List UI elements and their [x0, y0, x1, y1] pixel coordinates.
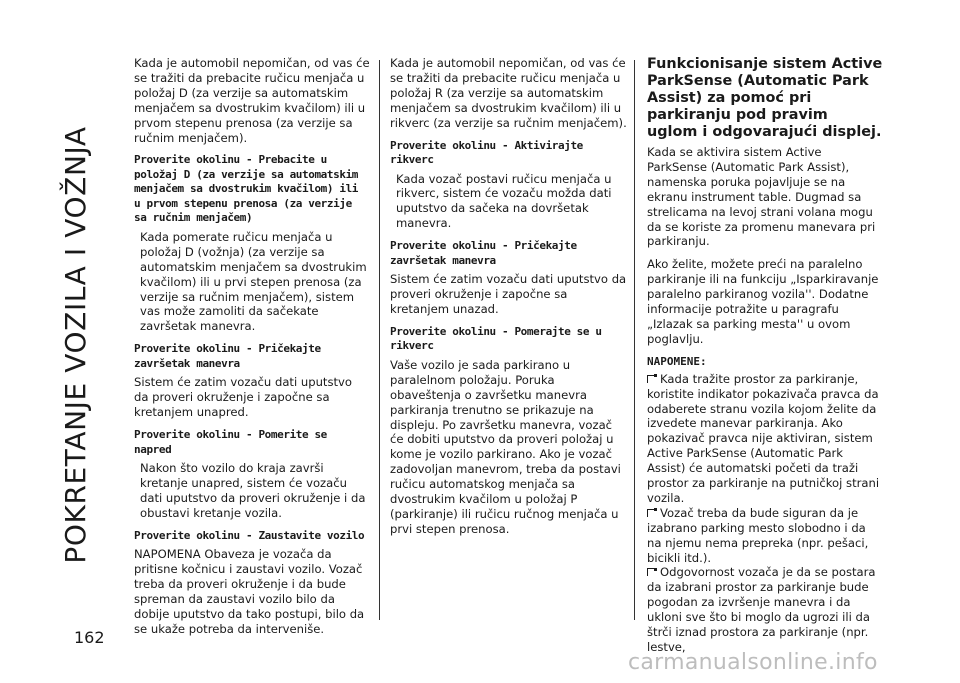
paragraph: Kada je automobil nepomičan, od vas će se tražiti da prebacite ručicu menjača u položaj R (za verzije sa automatskim menjačem sa dvostrukim kvačilom) ili u rikverc (za verzije sa ručnim menjačem).	[390, 56, 627, 130]
note-paragraph: NAPOMENA Obaveza je vozača da pritisne kočnicu i zaustavi vozilo. Vozač treba da proveri okruženje i da bude spreman da zaustavi vozilo bilo da dobije uputstvo da tako postupi, bilo da se ukaže potreba da interveniše.	[134, 547, 365, 636]
section-heading: Proverite okolinu - Zaustavite vozilo	[134, 528, 365, 542]
text-column-2	[390, 56, 628, 545]
page-number: 162	[74, 628, 105, 647]
section-heading: Proverite okolinu - Pomerajte se u rikverc	[390, 324, 602, 353]
note-text: Kada tražite prostor za parkiranje, koristite indikator pokazivača pravca da odaberete stranu vozila kojom želite da izvedete manevar parkiranja. Ako pokazivač pravca nije aktiviran, sistem Active ParkSense (Automatic Park Assist) će automatski početi da traži prostor za parkiranje na putničkoj strani vozila.	[647, 371, 880, 505]
chapter-title: POKRETANJE VOZILA I VOŽNJA	[59, 126, 92, 564]
section-heading: Proverite okolinu - Pomerite se napred	[134, 428, 327, 456]
bullet-icon	[647, 509, 656, 517]
text-column-1	[134, 56, 370, 645]
note-text: Vozač treba da bude siguran da je izabrano parking mesto slobodno i da na njemu nema prepreka (npr. pešaci, bicikli itd.).	[647, 505, 869, 565]
paragraph: Kada vozač postavi ručicu menjača u rikverc, sistem će vozaču možda dati uputstvo da sačeka na dovršetak manevra.	[396, 171, 612, 231]
notes-label: NAPOMENE:	[647, 354, 707, 368]
paragraph: Kada pomerate ručicu menjača u položaj D (vožnja) (za verzije sa automatskim menjačem sa dvostrukim kvačilom) ili u prvi stepen prenosa (za verzije sa ručnim menjačem), sistem vas može zamoliti da sačekate završetak manevra.	[140, 229, 367, 334]
note-item	[647, 565, 883, 654]
paragraph: Nakon što vozilo do kraja završi kretanje unapred, sistem će vozaču dati uputstvo da proveri okruženje i da obustavi kretanje vozila.	[140, 461, 366, 520]
column-divider	[634, 60, 635, 620]
bullet-icon	[647, 375, 656, 383]
paragraph: Vaše vozilo je sada parkirano u paralelnom položaju. Poruka obaveštenja o završetku manevra parkiranja trenutno se prikazuje na displeju. Po završetku manevra, vozač će dobiti uputstvo da proveri položaj u kome je vozilo parkirano. Ako je vozač zadovoljan manevrom, treba da postavi ručicu automatskog menjača sa dvostrukim kvačilom u položaj P (parkiranje) ili ručicu ručnog menjača u prvi stepen prenosa.	[390, 357, 621, 536]
paragraph: Kada je automobil nepomičan, od vas će se tražiti da prebacite ručicu menjača u položaj D (za verzije sa automatskim menjačem sa dvostrukim kvačilom) ili u prvom stepenu prenosa (za verzije sa ručnim menjačem).	[134, 56, 370, 145]
section-heading: Proverite okolinu - Aktivirajte rikverc	[390, 138, 583, 167]
watermark: carmanualsonline.info	[628, 650, 878, 675]
paragraph: Kada se aktivira sistem Active ParkSense (Automatic Park Assist), namenska poruka pojavljuje se na ekranu instrument table. Dugmad sa strelicama na levoj strani volana mogu da se koriste za promenu manevara pri parkiranju.	[647, 145, 876, 249]
note-text: Odgovornost vozača je da se postara da izabrani prostor za parkiranje bude pogodan za izvršenje manevra i da ukloni sve što bi moglo da ugrozi ili da štrči iznad prostora za parkiranje (npr. lestve,	[647, 565, 876, 654]
note-item	[647, 506, 883, 566]
section-heading: Proverite okolinu - Pričekajte završetak manevra	[390, 239, 577, 267]
paragraph: Ako želite, možete preći na paralelno parkiranje ili na funkciju „Isparkiravanje paralelno parkiranog vozila''. Dodatne informacije potražite u paragrafu „Izlazak sa parking mesta'' u ovom poglavlju.	[647, 257, 879, 346]
note-item	[647, 372, 883, 506]
section-heading: Proverite okolinu - Pričekajte završetak manevra	[134, 342, 321, 370]
section-title: Funkcionisanje sistem Active ParkSense (Automatic Park Assist) za pomoć pri parkiranju pod pravim uglom i odgovarajući displej.	[647, 56, 883, 140]
paragraph: Sistem će zatim vozaču dati uputstvo da proveri okruženje i započne sa kretanjem unazad.	[390, 272, 627, 316]
paragraph: Sistem će zatim vozaču dati uputstvo da proveri okruženje i započne sa kretanjem unapred.	[134, 375, 353, 420]
text-column-3	[647, 56, 883, 655]
bullet-icon	[647, 568, 656, 576]
column-divider	[379, 60, 380, 620]
section-heading: Proverite okolinu - Prebacite u položaj D (za verzije sa automatskim menjačem sa dvostrukim kvačilom) ili u prvom stepenu prenosa (za verzije sa ručnim menjačem)	[134, 153, 359, 225]
